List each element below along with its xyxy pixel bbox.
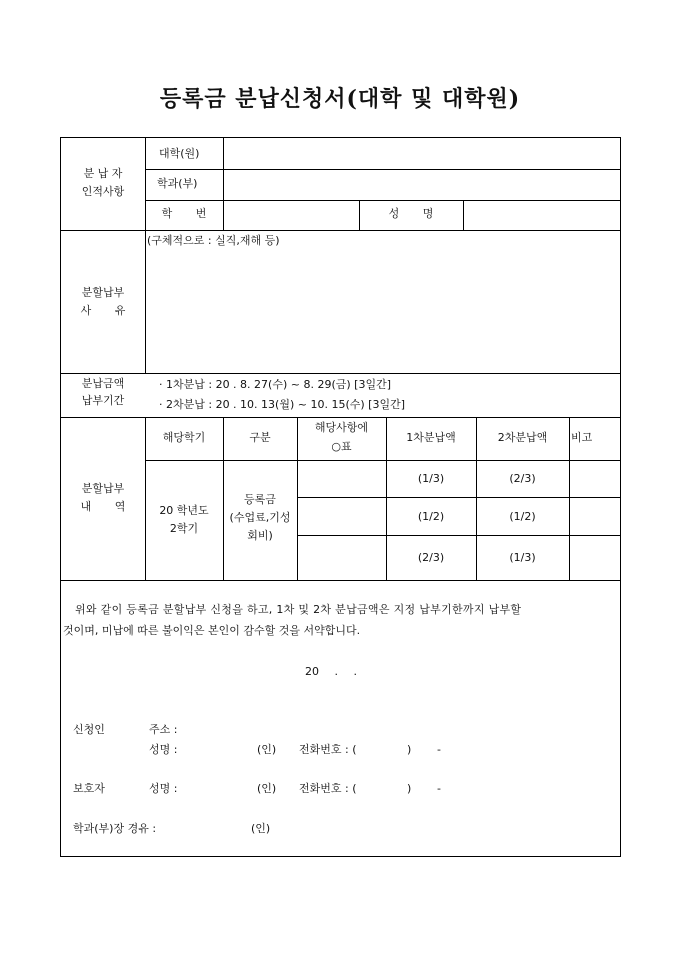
header-second-amount: 2차분납액 (497, 431, 548, 444)
reason-hint: (구체적으로 : 실직,재해 등) (147, 234, 280, 247)
period-label (61, 377, 145, 408)
period-label-line1: 분납금액 (81, 377, 125, 390)
statement-date: 20 . . (305, 665, 357, 678)
details-label-line2: 내 역 (80, 500, 136, 513)
guardian-label: 보호자 (73, 782, 105, 795)
second-installment-period: · 2차분납 : 20 . 10. 13(월) ~ 10. 15(수) [3일간] (159, 398, 405, 411)
category-line2: (수업료,기성 (229, 511, 291, 524)
reason-label-line2: 사 유 (80, 304, 136, 317)
qualification-label-line1: 분 납 자 (83, 167, 123, 180)
guardian-seal: (인) (257, 782, 277, 795)
guardian-name-label: 성명 : (149, 782, 178, 795)
column-divider (569, 417, 570, 580)
applicant-phone-label: 전화번호 : ( (299, 743, 357, 756)
guardian-phone-close: ) (407, 782, 412, 795)
header-note: 비고 (571, 431, 593, 444)
category-cell (223, 493, 297, 543)
category-line1: 등록금 (244, 493, 276, 506)
first-installment-period: · 1차분납 : 20 . 8. 27(수) ~ 8. 29(금) [3일간] (159, 378, 391, 391)
header-first-amount: 1차분납액 (406, 431, 456, 444)
row-divider (297, 497, 621, 498)
page-title: 등록금 분납신청서(대학 및 대학원) (159, 86, 521, 112)
row3-second: (1/3) (509, 551, 536, 564)
header-mark-line2: ○표 (331, 440, 352, 453)
reason-label-line1: 분할납부 (81, 286, 125, 299)
header-mark (297, 421, 386, 454)
guardian-phone-dash: - (437, 782, 441, 795)
row2-first: (1/2) (417, 510, 445, 523)
details-label (61, 482, 145, 514)
column-divider (145, 230, 146, 373)
section-divider (61, 373, 621, 374)
row2-second: (1/2) (509, 510, 536, 523)
semester-cell (145, 504, 223, 536)
applicant-phone-dash: - (437, 743, 441, 756)
application-form (60, 137, 621, 857)
qualification-label-line2: 인적사항 (81, 185, 125, 198)
row-divider (145, 460, 621, 461)
reason-label (61, 286, 145, 318)
semester-line1: 20 학년도 (159, 504, 209, 517)
row-divider (145, 169, 621, 170)
row1-second: (2/3) (509, 472, 536, 485)
header-semester: 해당학기 (162, 431, 206, 444)
qualification-label (61, 167, 145, 199)
row-divider (145, 200, 621, 201)
guardian-phone-label: 전화번호 : ( (299, 782, 357, 795)
applicant-label: 신청인 (73, 723, 105, 736)
period-label-line2: 납부기간 (81, 394, 125, 407)
header-mark-line1: 해당사항에 (314, 421, 369, 434)
department-label: 학과(부) (157, 177, 198, 190)
applicant-phone-close: ) (407, 743, 412, 756)
applicant-name-label: 성명 : (149, 743, 178, 756)
details-label-line1: 분할납부 (81, 482, 125, 495)
category-line3: 회비) (247, 529, 273, 542)
statement-line2: 것이며, 미납에 따른 불이익은 본인이 감수할 것을 서약합니다. (63, 624, 361, 637)
student-id-label: 학 번 (161, 207, 217, 220)
name-label: 성 명 (388, 207, 444, 220)
row3-first: (2/3) (417, 551, 445, 564)
college-label: 대학(원) (159, 147, 200, 160)
row1-first: (1/3) (417, 472, 445, 485)
header-category: 구분 (249, 431, 271, 444)
head-approval-label: 학과(부)장 경유 : (73, 822, 157, 835)
row-divider (297, 535, 621, 536)
statement-line1: 위와 같이 등록금 분할납부 신청을 하고, 1차 및 2차 분납금액은 지정 납부기한까지 납부할 (75, 603, 522, 616)
semester-line2: 2학기 (169, 522, 199, 535)
head-seal: (인) (251, 822, 271, 835)
address-label: 주소 : (149, 723, 178, 736)
section-divider (61, 580, 621, 581)
applicant-seal: (인) (257, 743, 277, 756)
